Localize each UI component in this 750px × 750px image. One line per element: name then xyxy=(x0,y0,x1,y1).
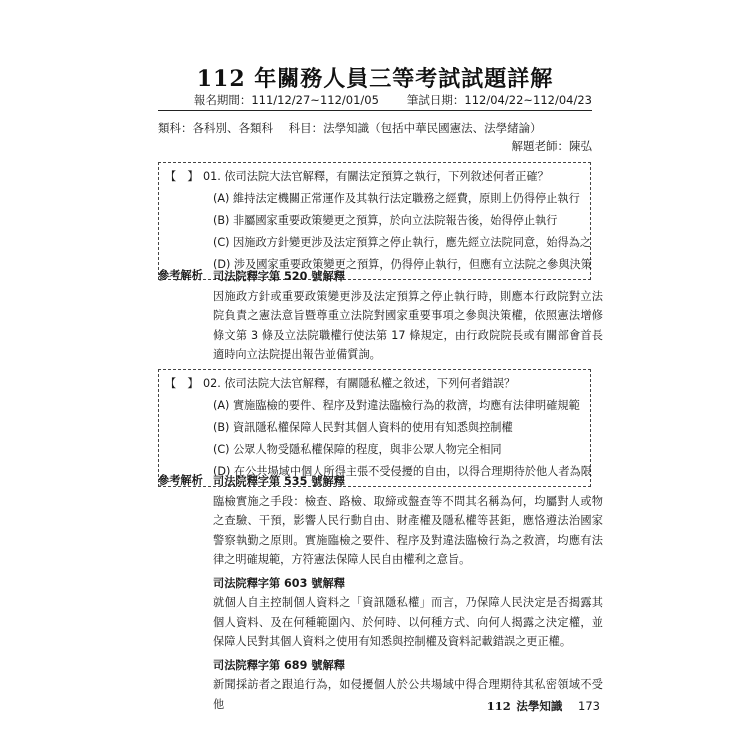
exam-period-bar xyxy=(158,92,592,111)
teacher: 解題老師：陳弘 xyxy=(511,139,592,153)
page-footer xyxy=(487,698,600,714)
ruling-title: 司法院釋字第 603 號解釋 xyxy=(213,576,345,590)
option-d: (D) 涉及國家重要政策變更之預算，仍得停止執行，但應有立法院之參與決策 xyxy=(213,258,592,271)
option-b: (B) 資訊隱私權保障人民對其個人資料的使用有知悉與控制權 xyxy=(213,421,513,434)
analysis-body xyxy=(213,267,603,369)
page-number: 173 xyxy=(578,699,600,713)
subject: 科目：法學知識（包括中華民國憲法、法學緒論） xyxy=(288,121,542,135)
option-a: (A) 實施臨檢的要件、程序及對違法臨檢行為的救濟，均應有法律明確規範 xyxy=(213,399,580,412)
question-box-02 xyxy=(158,369,591,487)
footer-subject: 法學知識 xyxy=(516,699,563,713)
exam-date: 筆試日期：112/04/22~112/04/23 xyxy=(406,93,592,107)
analysis-label: 參考解析 xyxy=(158,474,203,487)
ruling-text: 臨檢實施之手段：檢查、路檢、取締或盤查等不問其名稱為何，均屬對人或物之查驗、干預，影響人民行動自由、財產權及隱私權等甚鉅，應恪遵法治國家警察執勤之原則。實施臨檢之要件、程序及對違法臨檢行為之救濟，均應有法律之明確規範，方符憲法保障人民自由權利之意旨。 xyxy=(213,494,603,566)
analysis-label: 參考解析 xyxy=(158,269,203,282)
category-subject-line xyxy=(158,120,542,136)
question-text: 02. 依司法院大法官解釋，有關隱私權之敘述，下列何者錯誤？ xyxy=(203,377,516,390)
ruling-text: 就個人自主控制個人資料之「資訊隱私權」而言，乃保障人民決定是否揭露其個人資料、及在何種範圍內、於何時、以何種方式、向何人揭露之決定權，並保障人民對其個人資料之使用有知悉與控制權及資料記載錯誤之更正權。 xyxy=(213,596,603,648)
option-b: (B) 非屬國家重要政策變更之預算，於向立法院報告後，始得停止執行 xyxy=(213,214,558,227)
ruling-title: 司法院釋字第 535 號解釋 xyxy=(213,475,345,488)
ruling-text: 因施政方針或重要政策變更涉及法定預算之停止執行時，則應本行政院對立法院負責之憲法意旨暨尊重立法院對國家重要事項之參與決策權，依照憲法增修條文第 3 條及立法院職權行使法第 17 條規定，由行政院院長或有關部會首長適時向立法院提出報告並備質詢。 xyxy=(213,289,603,361)
option-c: (C) 公眾人物受隱私權保障的程度，與非公眾人物完全相同 xyxy=(213,443,502,456)
question-stem xyxy=(165,373,582,395)
registration-period: 報名期間：111/12/27~112/01/05 xyxy=(193,93,379,107)
category: 類科：各科別、各類科 xyxy=(158,121,273,135)
question-box-01 xyxy=(158,162,591,280)
option-c: (C) 因施政方針變更涉及法定預算之停止執行，應先經立法院同意，始得為之 xyxy=(213,236,592,249)
ruling-title: 司法院釋字第 689 號解釋 xyxy=(213,658,345,672)
ruling-text: 新聞採訪者之跟追行為，如侵擾個人於公共場域中得合理期待其私密領域不受他 xyxy=(213,678,603,711)
question-stem xyxy=(165,166,582,188)
answer-bracket: 【 】 xyxy=(165,377,199,390)
option-d: (D) 在公共場域中個人所得主張不受侵擾的自由，以得合理期待於他人者為限 xyxy=(213,465,592,478)
answer-bracket: 【 】 xyxy=(165,170,199,183)
page-title: 112 年關務人員三等考試試題詳解 xyxy=(196,66,554,92)
option-a: (A) 維持法定機關正常運作及其執行法定職務之經費，原則上仍得停止執行 xyxy=(213,192,580,205)
ruling-title: 司法院釋字第 520 號解釋 xyxy=(213,270,345,283)
book-number: 112 xyxy=(486,699,511,713)
question-text: 01. 依司法院大法官解釋，有關法定預算之執行，下列敘述何者正確？ xyxy=(203,170,549,183)
analysis-body xyxy=(213,472,603,718)
